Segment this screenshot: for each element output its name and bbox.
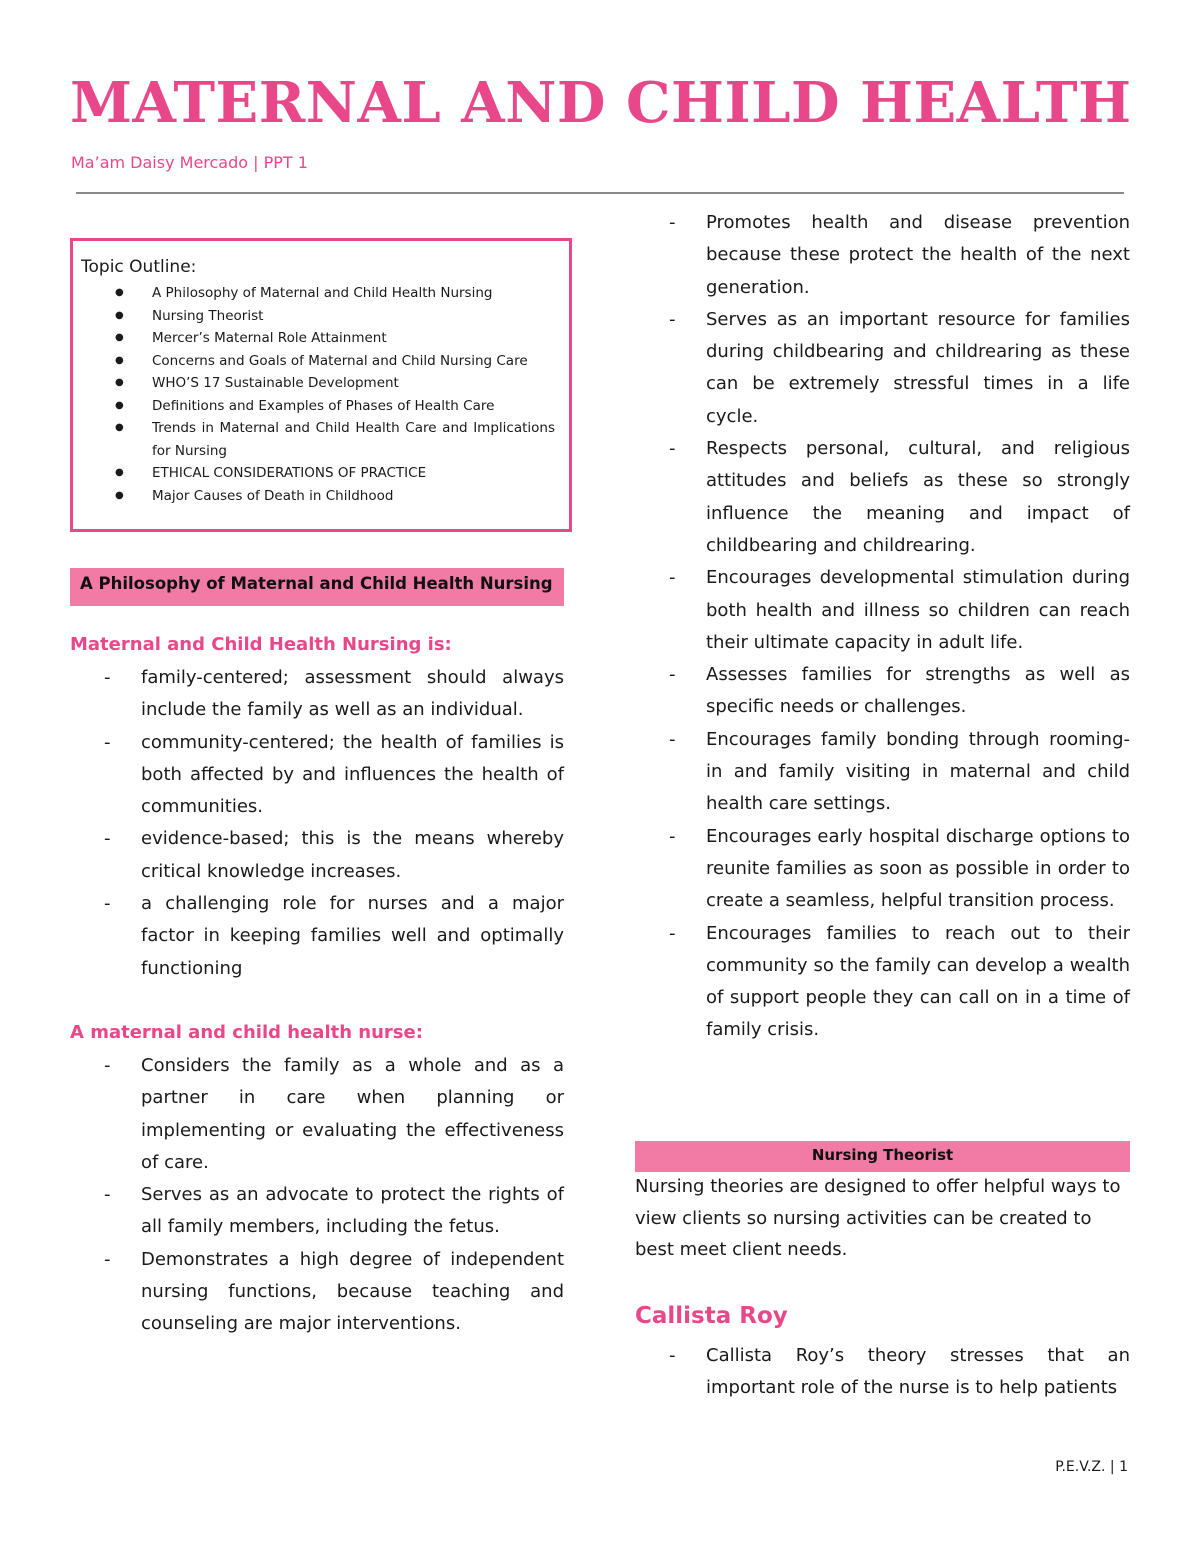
list-item: - Promotes health and disease prevention because these protect the health of the next generation.	[635, 207, 1130, 304]
list-item: - a challenging role for nurses and a major factor in keeping families well and optimally functioning	[70, 888, 564, 985]
outline-item: ● Nursing Theorist	[81, 305, 557, 328]
list-item: - Encourages families to reach out to their community so the family can develop a wealth of support people they can call on in a time of family crisis.	[635, 918, 1130, 1047]
section-band-philosophy: A Philosophy of Maternal and Child Health Nursing	[70, 568, 564, 606]
list-item: - Encourages developmental stimulation during both health and illness so children can reach their ultimate capacity in adult life.	[635, 562, 1130, 659]
topic-outline-box	[70, 238, 572, 532]
outline-item: ● A Philosophy of Maternal and Child Health Nursing	[81, 282, 557, 305]
outline-item: ● Concerns and Goals of Maternal and Child Nursing Care	[81, 350, 557, 373]
list-item: - Serves as an important resource for families during childbearing and childrearing as these can be extremely stressful times in a life cycle.	[635, 304, 1130, 433]
topic-outline-list	[81, 282, 557, 507]
list-item: - Encourages early hospital discharge options to reunite families as soon as possible in order to create a seamless, helpful transition process.	[635, 821, 1130, 918]
mch-nurse-list-continued	[635, 207, 1130, 1047]
list-item: - Assesses families for strengths as well as specific needs or challenges.	[635, 659, 1130, 724]
callista-roy-list	[635, 1340, 1130, 1405]
topic-outline-heading: Topic Outline:	[81, 257, 197, 277]
header-divider	[76, 192, 1124, 194]
subheading-callista-roy: Callista Roy	[635, 1303, 788, 1329]
mchn-is-list	[70, 662, 564, 985]
mch-nurse-list	[70, 1050, 564, 1341]
outline-item: ● Definitions and Examples of Phases of Health Care	[81, 395, 557, 418]
outline-item: ● Major Causes of Death in Childhood	[81, 485, 557, 508]
list-item: - Encourages family bonding through rooming-in and family visiting in maternal and child health care settings.	[635, 724, 1130, 821]
list-item: - Respects personal, cultural, and religious attitudes and beliefs as these so strongly influence the meaning and impact of childbearing and childrearing.	[635, 433, 1130, 562]
list-item: - Demonstrates a high degree of independent nursing functions, because teaching and counseling are major interventions.	[70, 1244, 564, 1341]
outline-item: ● ETHICAL CONSIDERATIONS OF PRACTICE	[81, 462, 557, 485]
subheading-mch-nurse: A maternal and child health nurse:	[70, 1022, 423, 1043]
list-item: - Considers the family as a whole and as a partner in care when planning or implementing or evaluating the effectiveness of care.	[70, 1050, 564, 1179]
list-item: - evidence-based; this is the means whereby critical knowledge increases.	[70, 823, 564, 888]
subheading-mchn-is: Maternal and Child Health Nursing is:	[70, 634, 452, 655]
document-title: MATERNAL AND CHILD HEALTH	[70, 70, 1132, 136]
document-subtitle: Ma’am Daisy Mercado | PPT 1	[71, 153, 308, 172]
nursing-theorist-intro: Nursing theories are designed to offer helpful ways to view clients so nursing activities can be created to best meet client needs.	[635, 1176, 1121, 1260]
outline-item: ● Trends in Maternal and Child Health Care and Implications for Nursing	[81, 417, 557, 462]
page-footer: P.E.V.Z. | 1	[1055, 1459, 1128, 1475]
list-item: - Callista Roy’s theory stresses that an important role of the nurse is to help patients	[635, 1340, 1130, 1405]
section-band-nursing-theorist: Nursing Theorist	[635, 1141, 1130, 1172]
list-item: - community-centered; the health of families is both affected by and influences the health of communities.	[70, 727, 564, 824]
list-item: - Serves as an advocate to protect the rights of all family members, including the fetus.	[70, 1179, 564, 1244]
outline-item: ● Mercer’s Maternal Role Attainment	[81, 327, 557, 350]
outline-item: ● WHO’S 17 Sustainable Development	[81, 372, 557, 395]
list-item: - family-centered; assessment should always include the family as well as an individual.	[70, 662, 564, 727]
